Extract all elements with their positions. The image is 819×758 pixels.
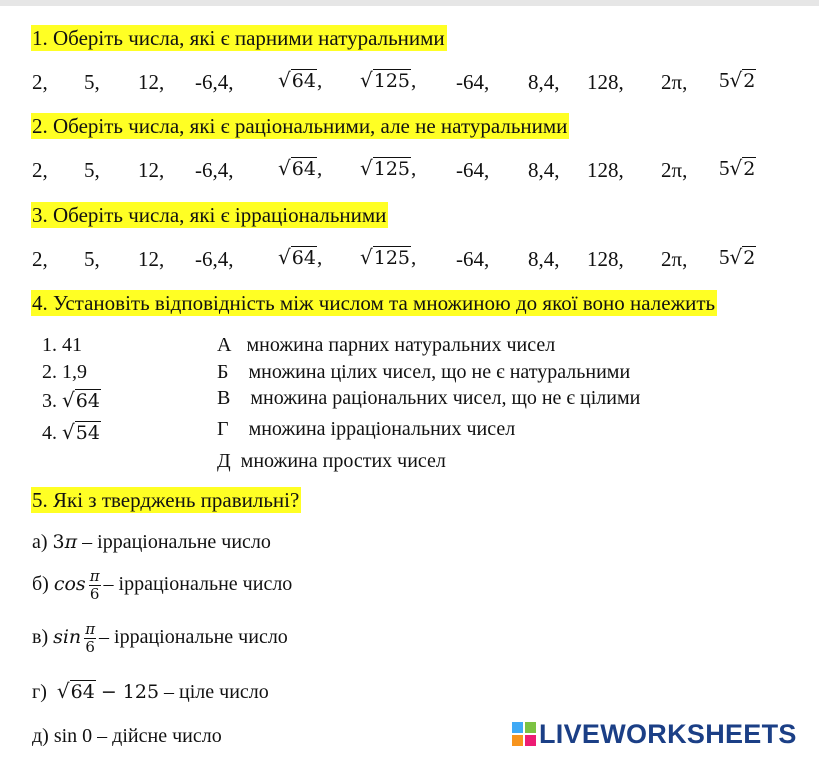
match-item-3: 3. √64	[42, 388, 100, 412]
sqrt-64-option[interactable]: √64,	[278, 245, 323, 269]
match-item-4: 4. √54	[42, 420, 100, 444]
statement-b[interactable]: б) cos $\frac{\pi}{6}$ – ірраціональне число	[32, 567, 293, 603]
number-option[interactable]: 5,	[84, 158, 100, 182]
statement-d[interactable]: г) √64 − 125 – ціле число	[32, 679, 269, 703]
sqrt-125-option[interactable]: √125,	[360, 156, 417, 180]
sqrt-64-option[interactable]: √64,	[278, 156, 323, 180]
number-option[interactable]: 2,	[32, 247, 48, 271]
number-option[interactable]: 2π,	[661, 247, 688, 271]
number-option[interactable]: 128,	[587, 70, 624, 94]
question-4-title: 4. Установіть відповідність між числом та множиною до якої воно належить	[32, 291, 716, 315]
question-2-title: 2. Оберіть числа, які є раціональними, але не натуральними	[32, 114, 568, 138]
match-item-1: 1. 41	[42, 334, 82, 356]
number-option[interactable]: -6,4,	[195, 158, 234, 182]
sqrt-125-option[interactable]: √125,	[360, 68, 417, 92]
number-option[interactable]: 8,4,	[528, 158, 560, 182]
number-option[interactable]: 12,	[138, 158, 165, 182]
number-option[interactable]: -6,4,	[195, 70, 234, 94]
number-option[interactable]: -64,	[456, 70, 490, 94]
statement-c[interactable]: в) sin $\frac{\pi}{6}$ – ірраціональне число	[32, 620, 288, 656]
number-option[interactable]: 2π,	[661, 158, 688, 182]
logo-text: LIVEWORKSHEETS	[539, 718, 797, 749]
number-option[interactable]: -64,	[456, 247, 490, 271]
number-option[interactable]: 12,	[138, 70, 165, 94]
match-option-g[interactable]: Г множина ірраціональних чисел	[217, 418, 516, 440]
sqrt-64-option[interactable]: √64,	[278, 68, 323, 92]
number-option[interactable]: 2,	[32, 158, 48, 182]
number-option[interactable]: 128,	[587, 247, 624, 271]
question-1-title: 1. Оберіть числа, які є парними натуральними	[32, 26, 445, 50]
match-option-a[interactable]: А множина парних натуральних чисел	[217, 334, 556, 356]
liveworksheets-icon	[512, 722, 536, 746]
number-option[interactable]: -6,4,	[195, 247, 234, 271]
number-option[interactable]: 5,	[84, 247, 100, 271]
statement-a[interactable]: а) 3π – ірраціональне число	[32, 531, 271, 553]
number-option[interactable]: -64,	[456, 158, 490, 182]
five-sqrt-2-option[interactable]: 5√2	[719, 245, 756, 269]
match-option-v[interactable]: В множина раціональних чисел, що не є цілими	[217, 387, 641, 409]
sqrt-125-option[interactable]: √125,	[360, 245, 417, 269]
match-item-2: 2. 1,9	[42, 361, 87, 383]
number-option[interactable]: 8,4,	[528, 247, 560, 271]
five-sqrt-2-option[interactable]: 5√2	[719, 156, 756, 180]
liveworksheets-logo	[512, 718, 797, 750]
number-option[interactable]: 12,	[138, 247, 165, 271]
statement-e[interactable]: д) sin 0 – дійсне число	[32, 725, 222, 747]
top-border	[0, 0, 819, 6]
match-option-d[interactable]: Д множина простих чисел	[217, 450, 446, 472]
number-option[interactable]: 128,	[587, 158, 624, 182]
match-option-b[interactable]: Б множина цілих чисел, що не є натуральними	[217, 361, 631, 383]
number-option[interactable]: 8,4,	[528, 70, 560, 94]
five-sqrt-2-option[interactable]: 5√2	[719, 68, 756, 92]
number-option[interactable]: 5,	[84, 70, 100, 94]
question-3-title: 3. Оберіть числа, які є ірраціональними	[32, 203, 387, 227]
number-option[interactable]: 2,	[32, 70, 48, 94]
question-5-title: 5. Які з тверджень правильні?	[32, 488, 300, 512]
number-option[interactable]: 2π,	[661, 70, 688, 94]
